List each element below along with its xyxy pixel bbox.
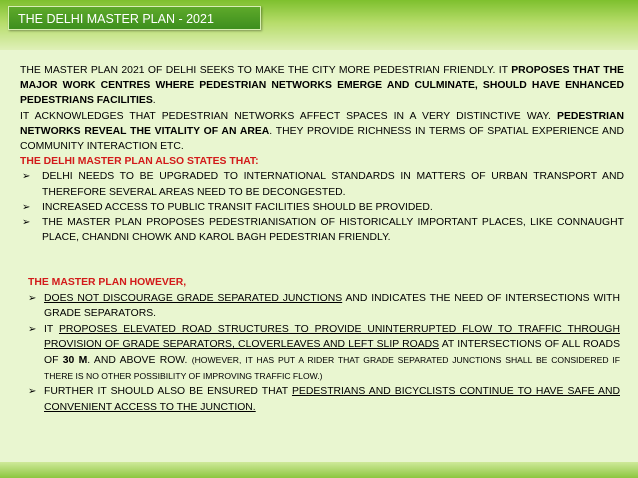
underlined-text: PEDESTRIANS AND BICYCLISTS CONTINUE TO HAVE SAFE AND CONVENIENT ACCESS TO THE JUNCTION. (44, 386, 620, 413)
arrow-right-icon: ➢ (28, 323, 37, 335)
list-item (28, 384, 620, 415)
list-item-text: AND INDICATES THE NEED OF INTERSECTIONS WITH GRADE SEPARATORS. (44, 292, 620, 320)
list-item (20, 169, 624, 199)
acknowledge-paragraph (20, 109, 624, 155)
arrow-right-icon: ➢ (22, 171, 31, 183)
bold-text: 30 M (62, 354, 88, 366)
list-item-text: THE MASTER PLAN PROPOSES PEDESTRIANISATION OF HISTORICALLY IMPORTANT PLACES, LIKE CONNAUGHT PLACE, CHANDNI CHOWK AND KAROL BAGH PEDESTRIAN FRIENDLY. (42, 217, 624, 244)
acknowledge-text: IT ACKNOWLEDGES THAT PEDESTRIAN NETWORKS AFFECT SPACES IN A VERY DISTINCTIVE WAY. (20, 110, 558, 122)
list-item (28, 291, 620, 322)
list-item (20, 215, 624, 245)
list-item-text: . AND ABOVE ROW. (87, 354, 192, 366)
however-heading: THE MASTER PLAN HOWEVER, (28, 277, 187, 288)
slide-title-text: THE DELHI MASTER PLAN - 2021 (18, 12, 214, 26)
arrow-right-icon: ➢ (22, 201, 31, 213)
arrow-right-icon: ➢ (28, 292, 37, 304)
footer-gradient-band (0, 462, 638, 478)
states-list (20, 169, 624, 245)
rider-note: (HOWEVER, IT HAS PUT A RIDER THAT GRADE SEPARATED JUNCTIONS SHALL BE CONSIDERED IF THERE IS NO OTHER POSSIBILITY OF IMPROVING TRAFFIC FLOW.) (44, 354, 620, 381)
arrow-right-icon: ➢ (22, 217, 31, 229)
main-content (20, 63, 624, 245)
however-section (28, 275, 620, 415)
intro-bold-text: PROPOSES THAT THE MAJOR WORK CENTRES WHERE PEDESTRIAN NETWORKS EMERGE AND CULMINATE, SHOULD HAVE ENHANCED PEDESTRIANS FACILITIES (20, 65, 624, 107)
slide-title (8, 6, 261, 30)
list-item-text: FURTHER IT SHOULD ALSO BE ENSURED THAT (44, 386, 292, 398)
intro-text-end: . (152, 95, 156, 107)
acknowledge-bold-text: PEDESTRIAN NETWORKS REVEAL THE VITALITY OF AN AREA (20, 110, 624, 137)
list-item (28, 322, 620, 384)
intro-paragraph (20, 63, 624, 109)
arrow-right-icon: ➢ (28, 386, 37, 398)
intro-text: THE MASTER PLAN 2021 OF DELHI SEEKS TO MAKE THE CITY MORE PEDESTRIAN FRIENDLY. IT (20, 65, 512, 76)
list-item-text: INCREASED ACCESS TO PUBLIC TRANSIT FACILITIES SHOULD BE PROVIDED. (42, 201, 433, 213)
underlined-text: PROPOSES ELEVATED ROAD STRUCTURES TO PROVIDE UNINTERRUPTED FLOW TO TRAFFIC THROUGH PROVISION OF GRADE SEPARATORS, CLOVERLEAVES AND LEFT SLIP ROADS (44, 323, 620, 351)
list-item-text: DELHI NEEDS TO BE UPGRADED TO INTERNATIONAL STANDARDS IN MATTERS OF URBAN TRANSPORT AND THEREFORE SEVERAL AREAS NEED TO BE DECONGESTED. (42, 171, 624, 198)
list-item-text: AT INTERSECTIONS OF ALL ROADS OF (44, 339, 620, 366)
however-list (28, 291, 620, 416)
underlined-text: DOES NOT DISCOURAGE GRADE SEPARATED JUNCTIONS (44, 292, 343, 304)
states-heading: THE DELHI MASTER PLAN ALSO STATES THAT: (20, 156, 259, 168)
list-item (20, 200, 624, 215)
acknowledge-text-end: . THEY PROVIDE RICHNESS IN TERMS OF SPATIAL EXPERIENCE AND COMMUNITY INTERACTION ETC. (20, 125, 624, 153)
list-item-text: IT (44, 323, 59, 335)
